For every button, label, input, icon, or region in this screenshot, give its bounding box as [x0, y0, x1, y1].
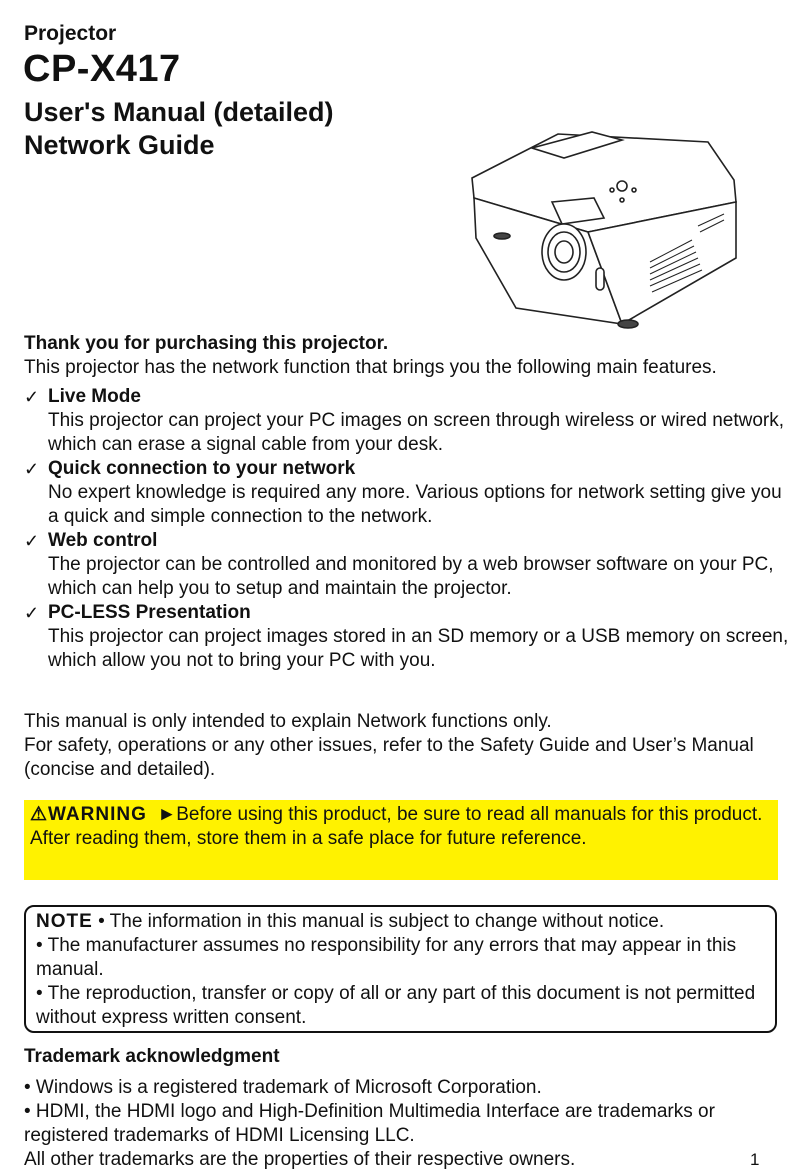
intro — [24, 332, 794, 380]
warning-text2: After reading them, store them in a safe place for future reference. — [30, 828, 587, 849]
trademark-body — [24, 1076, 784, 1172]
feature-title: Quick connection to your network — [48, 458, 356, 479]
feature-desc: No expert knowledge is required any more. Various options for network setting give you a quick and simple connection to the network. — [48, 482, 782, 527]
check-icon: ✓ — [24, 603, 40, 623]
intro-lead: This projector has the network function that brings you the following main features. — [24, 357, 717, 378]
list-item — [24, 529, 794, 601]
warning-label: ⚠WARNING — [30, 804, 147, 825]
warning-text: ►Before using this product, be sure to read all manuals for this product. — [157, 804, 763, 825]
thanks-text: Thank you for purchasing this projector. — [24, 333, 389, 354]
manual-title: User's Manual (detailed) — [24, 97, 334, 127]
check-icon: ✓ — [24, 387, 40, 407]
feature-list — [24, 385, 794, 673]
page-number: 1 — [750, 1150, 760, 1169]
feature-desc: This projector can project your PC images on screen through wireless or wired network, which can erase a signal cable from your desk. — [48, 410, 785, 455]
note-box — [24, 905, 777, 1033]
list-item — [24, 457, 794, 529]
note-label: NOTE — [36, 911, 93, 932]
trademark-item3: All other trademarks are the properties of their respective owners. — [24, 1149, 576, 1170]
check-icon: ✓ — [24, 531, 40, 551]
feature-desc: The projector can be controlled and monitored by a web browser software on your PC, which can help you to setup and maintain the projector. — [48, 554, 774, 599]
trademark-item2: • HDMI, the HDMI logo and High-Definition Multimedia Interface are trademarks or registered trademarks of HDMI Licensing LLC. — [24, 1101, 715, 1146]
check-icon: ✓ — [24, 459, 40, 479]
note-item2: • The manufacturer assumes no responsibility for any errors that may appear in this manual. — [36, 935, 737, 980]
model-title: CP-X417 — [23, 48, 181, 90]
list-item — [24, 601, 794, 673]
trademark-item1: • Windows is a registered trademark of Microsoft Corporation. — [24, 1077, 542, 1098]
feature-title: PC-LESS Presentation — [48, 602, 251, 623]
warning-line — [30, 803, 772, 827]
product-label: Projector — [24, 22, 117, 45]
note-item1: • The information in this manual is subject to change without notice. — [98, 911, 665, 932]
list-item — [24, 385, 794, 457]
note-line — [36, 910, 765, 934]
scope-line1: This manual is only intended to explain Network functions only. — [24, 711, 552, 732]
projector-illustration — [462, 128, 748, 334]
feature-desc: This projector can project images stored in an SD memory or a USB memory on screen, which allow you not to bring your PC with you. — [48, 626, 789, 671]
warning-box — [24, 800, 778, 880]
note-item3: • The reproduction, transfer or copy of all or any part of this document is not permitted without express written consent. — [36, 983, 756, 1028]
trademark-heading: Trademark acknowledgment — [24, 1046, 280, 1067]
scope-text — [24, 710, 784, 782]
guide-title: Network Guide — [24, 130, 215, 160]
scope-line2: For safety, operations or any other issues, refer to the Safety Guide and User’s Manual (concise and detailed). — [24, 735, 754, 780]
feature-title: Web control — [48, 530, 158, 551]
feature-title: Live Mode — [48, 386, 141, 407]
